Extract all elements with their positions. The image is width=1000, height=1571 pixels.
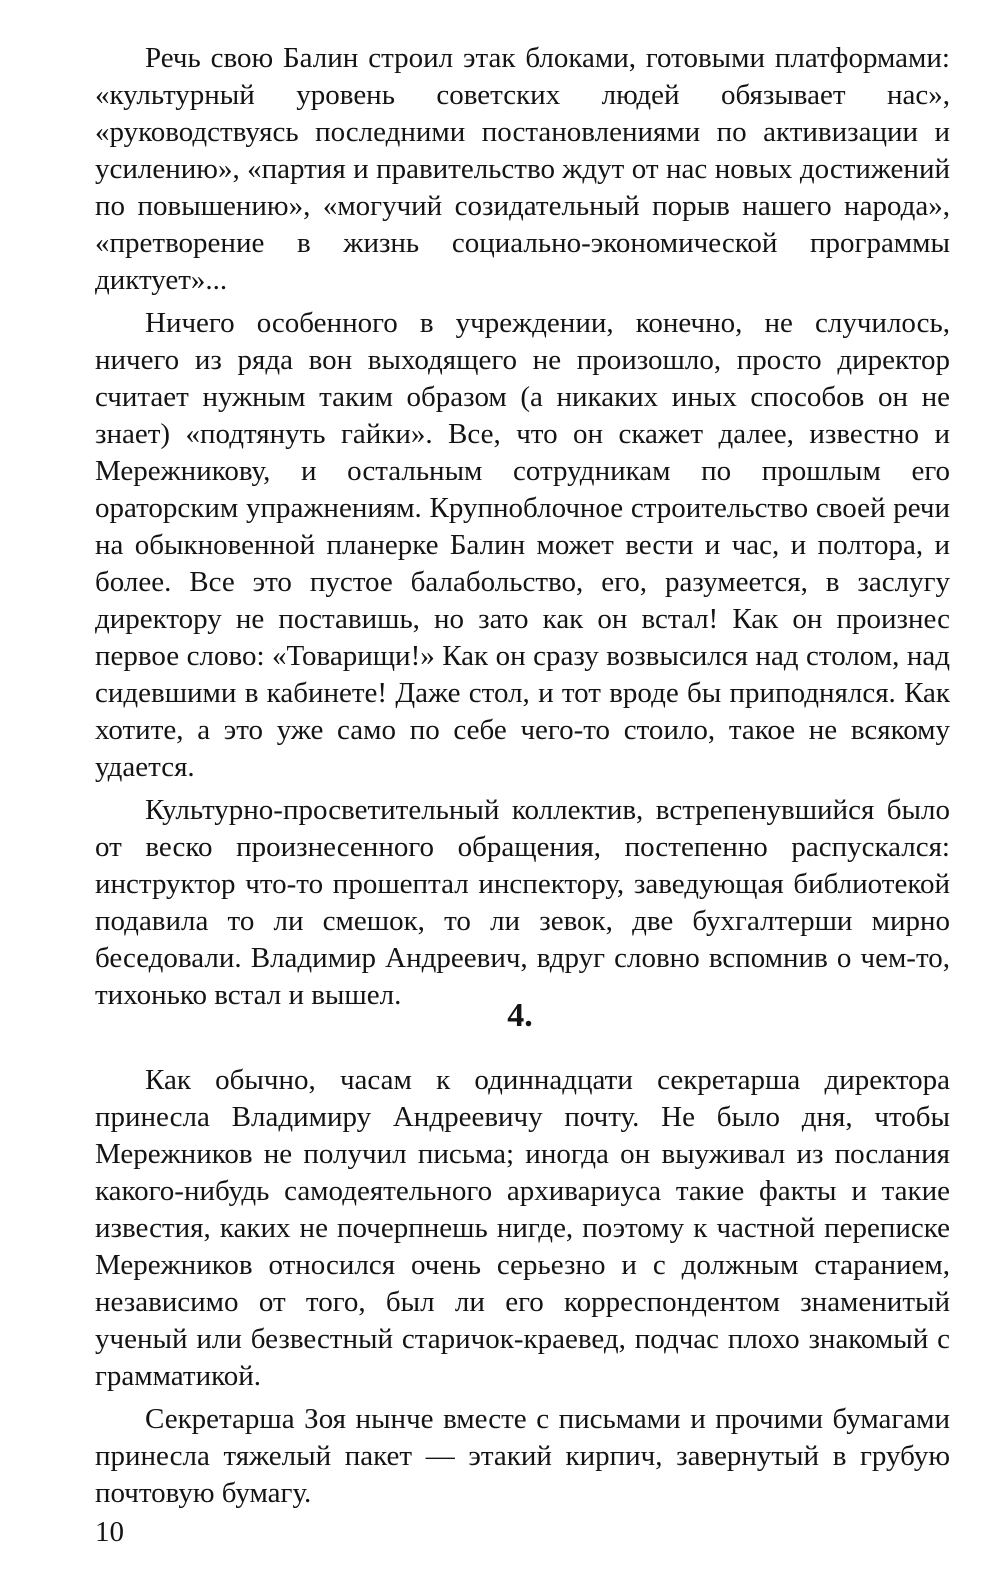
- text-section-top: [95, 40, 950, 1014]
- paragraph: Как обычно, часам к одиннадцати секретарша директора принесла Владимиру Андреевичу почту. Не было дня, чтобы Мережников не получил письма; иногда он выуживал из послания какого-нибудь самодеятельного архивариуса такие факты и такие известия, каких не почерпнешь нигде, поэтому к частной переписке Мережников относился очень серьезно и с должным старанием, независимо от того, был ли его корреспондентом знаменитый ученый или безвестный старичок-краевед, подчас плохо знакомый с грамматикой.: [95, 1064, 950, 1392]
- text-section-bottom: [95, 1062, 950, 1512]
- paragraph: Ничего особенного в учреждении, конечно, не случилось, ничего из ряда вон выходящего не произошло, просто директор считает нужным таким образом (а никаких иных способов он не знает) «подтянуть гайки». Все, что он скажет далее, известно и Мережникову, и остальным сотрудникам по прошлым его ораторским упражнениям. Крупноблочное строительство своей речи на обыкновенной планерке Балин может вести и час, и полтора, и более. Все это пустое балабольство, его, разумеется, в заслугу директору не поставишь, но зато как он встал! Как он произнес первое слово: «Товарищи!» Как он сразу возвысился над столом, над сидевшими в кабинете! Даже стол, и тот вроде бы приподнялся. Как хотите, а это уже само по себе чего-то стоило, такое не всякому удается.: [95, 307, 950, 783]
- page-number: 10: [95, 1516, 124, 1548]
- chapter-number: 4.: [507, 997, 533, 1034]
- paragraph: Секретарша Зоя нынче вместе с письмами и прочими бумагами принесла тяжелый пакет — этакий кирпич, завернутый в грубую почтовую бумагу.: [95, 1403, 950, 1509]
- paragraph: Речь свою Балин строил этак блоками, готовыми платформами: «культурный уровень советских людей обязывает нас», «руководствуясь последними постановлениями по активизации и усилению», «партия и правительство ждут от нас новых достижений по повышению», «могучий созидательный порыв нашего народа», «претворение в жизнь социально-экономической программы диктует»...: [95, 42, 950, 296]
- paragraph: Культурно-просветительный коллектив, встрепенувшийся было от веско произнесенного обращения, постепенно распускался: инструктор что-то прошептал инспектору, заведующая библиотекой подавила то ли смешок, то ли зевок, две бухгалтерши мирно беседовали. Владимир Андреевич, вдруг словно вспомнив о чем-то, тихонько встал и вышел.: [95, 794, 950, 1011]
